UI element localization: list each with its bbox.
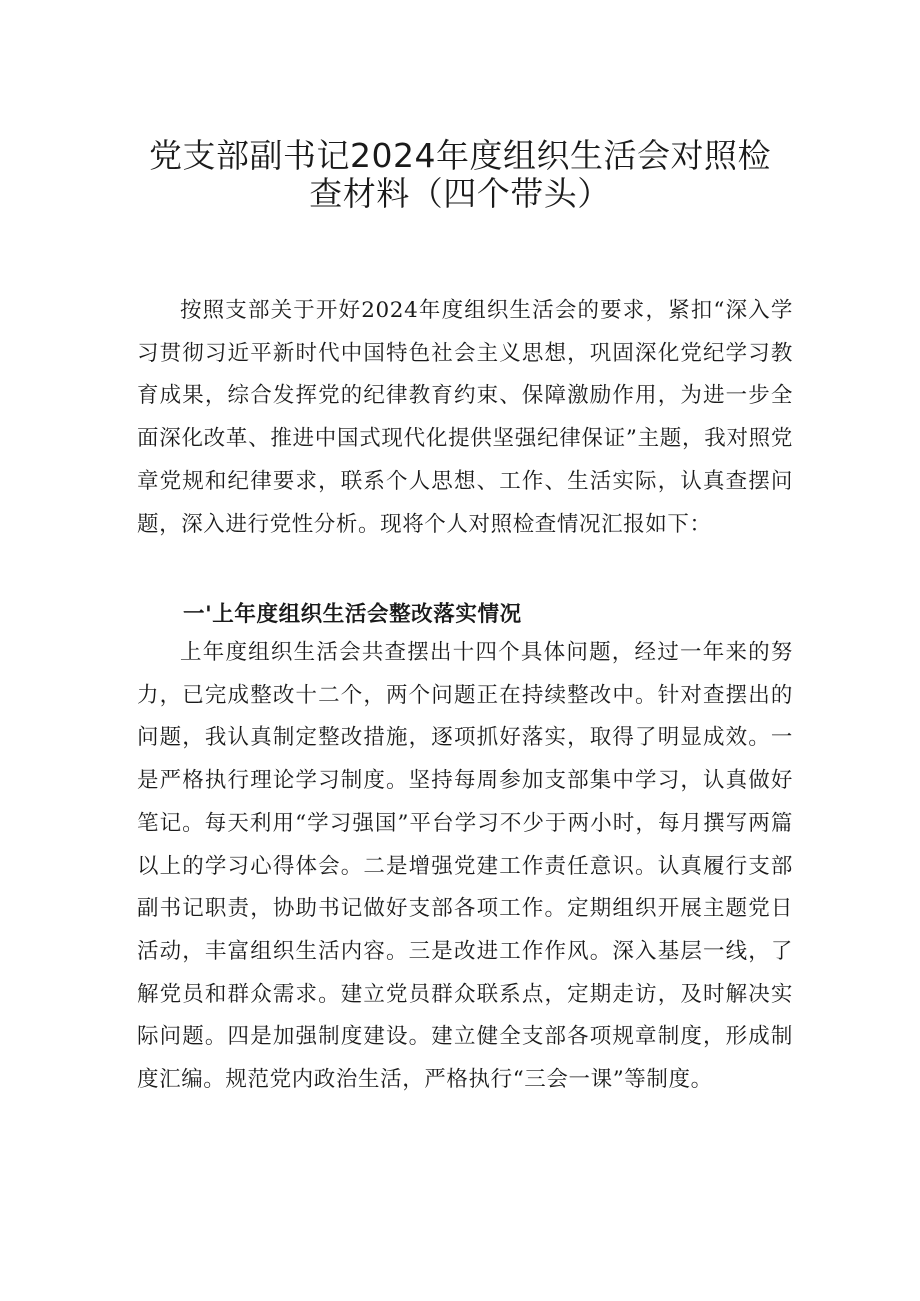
- intro-paragraph-block: [137, 290, 793, 546]
- section-heading: 一'上年度组织生活会整改落实情况: [183, 602, 522, 627]
- intro-paragraph: 按照支部关于开好2024年度组织生活会的要求，紧扣“深入学习贯彻习近平新时代中国特色社会主义思想，巩固深化党纪学习教育成果，综合发挥党的纪律教育约束、保障激励作用，为进一步全面深化改革、推进中国式现代化提供坚强纪律保证”主题，我对照党章党规和纪律要求，联系个人思想、工作、生活实际，认真查摆问题，深入进行党性分析。现将个人对照检查情况汇报如下：: [137, 298, 793, 537]
- section1-paragraph: 上年度组织生活会共查摆出十四个具体问题，经过一年来的努力，已完成整改十二个，两个问题正在持续整改中。针对查摆出的问题，我认真制定整改措施，逐项抓好落实，取得了明显成效。一是严格执行理论学习制度。坚持每周参加支部集中学习，认真做好笔记。每天利用“学习强国”平台学习不少于两小时，每月撰写两篇以上的学习心得体会。二是增强党建工作责任意识。认真履行支部副书记职责，协助书记做好支部各项工作。定期组织开展主题党日活动，丰富组织生活内容。三是改进工作作风。深入基层一线，了解党员和群众需求。建立党员群众联系点，定期走访，及时解决实际问题。四是加强制度建设。建立健全支部各项规章制度，形成制度汇编。规范党内政治生活，严格执行“三会一课”等制度。: [137, 640, 793, 1093]
- section1-paragraph-block: [137, 632, 793, 1102]
- document-title-line2: 查材料（四个带头）: [309, 174, 611, 213]
- document-title-line1: 党支部副书记2024年度组织生活会对照检: [149, 136, 771, 175]
